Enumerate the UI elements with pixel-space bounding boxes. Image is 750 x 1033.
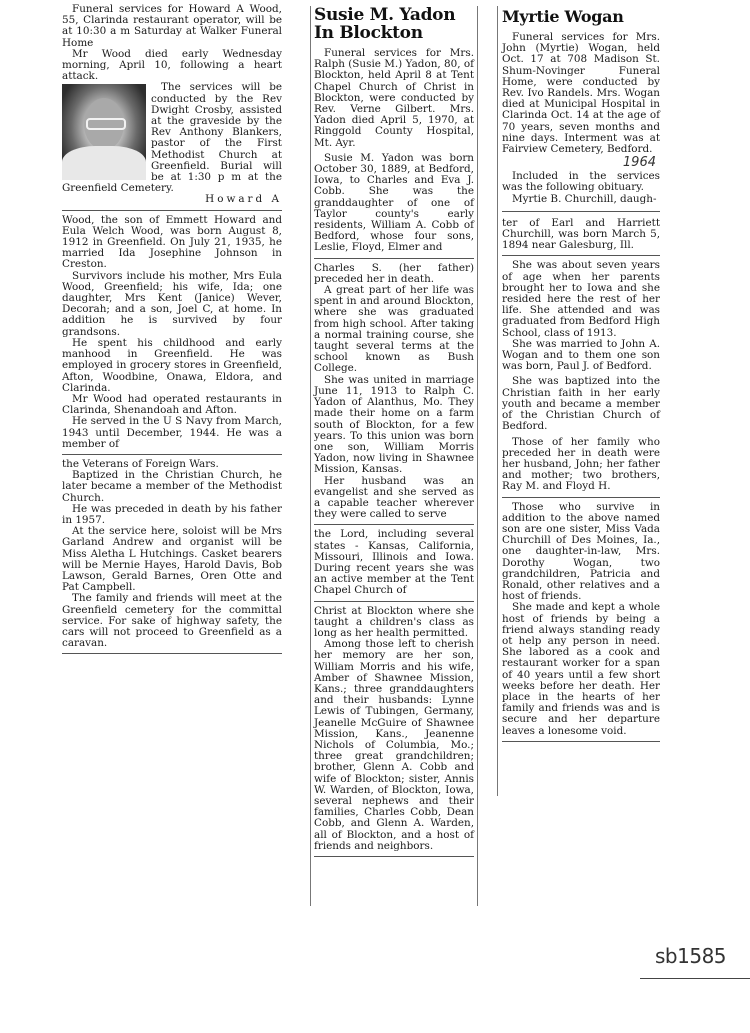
paragraph: He was preceded in death by his father in 1957.: [62, 502, 282, 526]
paragraph: Myrtie B. Churchill, daugh-: [512, 192, 657, 205]
clip-divider: [314, 601, 474, 602]
susie-yadon-clip-d: [314, 606, 474, 852]
susie-yadon-clip-c: [314, 529, 474, 596]
clip-divider: [62, 210, 282, 211]
susie-yadon-obituary: [314, 6, 474, 861]
myrtie-wogan-clip-a: [502, 8, 660, 205]
paragraph: Wood, the son of Emmett Howard and Eula Welch Wood, was born August 8, 1912 in Greenfield. On July 21, 1935, he married Ida Josephine Johnson in Creston.: [62, 213, 282, 271]
paragraph: Her husband was an evangelist and she served as a capable teacher wherever they were called to serve: [314, 474, 474, 521]
column-rule: [497, 6, 498, 796]
paragraph: Charles S. (her father) preceded her in death.: [314, 261, 474, 285]
paragraph: The family and friends will meet at the Greenfield cemetery for the committal service. For sake of highway safety, the cars will not proceed to Greenfield as a caravan.: [62, 592, 282, 650]
headline-line-1: Susie M. Yadon: [314, 5, 456, 25]
paragraph: The services will be conducted by the Rev Dwight Crosby, assisted at the graveside by the Rev Anthony Blankers, pastor of the First Methodist Church at Greenfield. Burial will be at 1:30 p m at the Greenfield Cemetery.: [62, 81, 282, 195]
paragraph: the Veterans of Foreign Wars.: [62, 457, 219, 470]
paragraph: He spent his childhood and early manhood in Greenfield. He was employed in grocery stores in Greenfield, Afton, Woodbine, Onawa, Eldora, and Clarinda.: [62, 336, 282, 394]
paragraph: ter of Earl and Harriett Churchill, was born March 5, 1894 near Galesburg, Ill.: [502, 216, 660, 252]
paragraph: Among those left to cherish her memory are her son, William Morris and his wife, Amber of Shawnee Mission, Kans.; three granddaughters and their husbands: Lynne Lewis of Tubingen, Germany, Jeanelle McGuire of Shawnee Mission, Kans., Jeanenne Nichols of Columbia, Mo.; three great grandchildren; brother, Glenn A. Cobb and wife of Blockton; sister, Annis W. Warden, of Blockton, Iowa, several nephews and their families, Charles Cobb, Dean Cobb, and Glenn A. Warden, all of Blockton, and a host of friends and neighbors.: [314, 638, 474, 852]
myrtie-wogan-obituary: [502, 8, 660, 746]
paragraph: Funeral services for Mrs. John (Myrtie) Wogan, held Oct. 17 at 708 Madison St. Shum-Novinger Funeral Home, were conducted by Rev. Ivo Randels. Mrs. Wogan died at Municipal Hospital in Clarinda Oct. 14 at the age of 70 years, seven months and nine days. Interment was at Fairview Cemetery, Bedford.: [502, 31, 660, 156]
portrait-shirt: [62, 146, 146, 180]
susie-yadon-clip-a: [314, 6, 474, 254]
paragraph: Funeral services for Mrs. Ralph (Susie M.) Yadon, 80, of Blockton, held April 8 at Tent Chapel Church of Christ in Blockton, were conducted by Rev. Verne Gilbert. Mrs. Yadon died April 5, 1970, at Ringgold County Hospital, Mt. Ayr.: [314, 47, 474, 149]
paragraph: He served in the U S Navy from March, 1943 until December, 1944. He was a member of: [62, 415, 282, 450]
column-rule: [310, 6, 311, 906]
paragraph: Those of her family who preceded her in death were her husband, John; her father and mother; two brothers, Ray M. and Floyd H.: [502, 435, 660, 493]
paragraph: Susie M. Yadon was born October 30, 1889, at Bedford, Iowa, to Charles and Eva J. Cobb. She was the granddaughter of one of Taylor county's early residents, William A. Cobb of Bedford, whose four sons, Leslie, Floyd, Elmer and: [314, 151, 474, 254]
paragraph: the Lord, including several states - Kansas, California, Missouri, Illinois and Iowa. During recent years she was an active member at the Tent Chapel Church of: [314, 528, 474, 597]
caption-continuation: Howard A: [205, 193, 282, 206]
paragraph: A great part of her life was spent in and around Blockton, where she was graduated from high school. After taking a normal training course, she taught several terms at the school known as Bush College.: [314, 284, 474, 375]
column-rule: [477, 6, 478, 906]
howard-wood-obituary: [62, 4, 282, 658]
paragraph: She was married to John A. Wogan and to them one son was born, Paul J. of Bedford.: [502, 337, 660, 373]
howard-wood-clip-c: [62, 459, 282, 649]
headline: [314, 6, 474, 42]
paragraph-with-photo: [62, 82, 282, 194]
howard-wood-clip-b: [62, 215, 282, 450]
paragraph: Survivors include his mother, Mrs Eula Wood, Greenfield; his wife, Ida; one daughter, Mrs Kent (Janice) Wever, Decorah; and a son, Joel C, at home. In addition he is survived by four grandsons.: [62, 269, 282, 338]
headline-line-2: In Blockton: [314, 23, 423, 43]
myrtie-wogan-clip-d: [502, 502, 660, 737]
susie-yadon-clip-b: [314, 263, 474, 521]
paragraph: Christ at Blockton where she taught a children's class as long as her health permitted.: [314, 604, 474, 639]
paragraph: She made and kept a whole host of friends by being a friend always standing ready ot help any person in need. She labored as a cook and restaurant worker for a span of 40 years until a few short weeks before her death. Her place in the hearts of her family and friends was and is secure and her departure leaves a lonesome void.: [502, 601, 660, 737]
clip-divider: [314, 258, 474, 259]
myrtie-wogan-clip-c: [502, 260, 660, 492]
clip-divider: [314, 524, 474, 525]
paragraph: Included in the services was the following obituary.: [502, 170, 660, 194]
paragraph: She was united in marriage June 11, 1913 to Ralph C. Yadon of Alanthus, Mo. They made their home on a farm south of Blockton, for a few years. To this union was born one son, William Morris Yadon, now living in Shawnee Mission, Kansas.: [314, 373, 474, 476]
clip-divider: [502, 741, 660, 742]
howard-wood-portrait: [62, 84, 146, 180]
myrtie-wogan-clip-b: [502, 218, 660, 252]
paragraph: Mr Wood died early Wednesday morning, April 10, following a heart attack.: [62, 47, 282, 83]
clip-divider: [502, 211, 660, 212]
clip-divider: [502, 497, 660, 498]
archive-label: sb1585: [655, 944, 727, 968]
portrait-glasses: [86, 118, 126, 130]
howard-wood-clip-a: [62, 4, 282, 206]
paragraph: At the service here, soloist will be Mrs Garland Andrew and organist will be Miss Aletha L Hutchings. Casket bearers will be Mernie Hayes, Harold Davis, Bob Lawson, Gerald Barnes, Oren Otte and Pat Campbell.: [62, 525, 282, 594]
clip-divider: [62, 653, 282, 654]
headline: Myrtie Wogan: [502, 7, 624, 26]
paragraph: She was baptized into the Christian faith in her early youth and became a member of the Christian Church of Bedford.: [502, 375, 660, 433]
page-edge-line: [640, 978, 750, 979]
paragraph: Funeral services for Howard A Wood, 55, Clarinda restaurant operator, will be at 10:30 a m Saturday at Walker Funeral Home: [62, 3, 282, 49]
clip-divider: [314, 856, 474, 857]
paragraph: Those who survive in addition to the above named son are one sister, Miss Vada Churchill of Des Moines, Ia., one daughter-in-law, Mrs. Dorothy Wogan, two grandchildren, Patricia and Ronald, other relatives and a host of friends.: [502, 500, 660, 603]
paragraph: Mr Wood had operated restaurants in Clarinda, Shenandoah and Afton.: [62, 392, 282, 417]
clip-divider: [502, 255, 660, 256]
clip-divider: [62, 454, 282, 455]
handwritten-year: 1964: [622, 155, 656, 171]
paragraph: Baptized in the Christian Church, he later became a member of the Methodist Church.: [62, 469, 282, 504]
paragraph: She was about seven years of age when her parents brought her to Iowa and she resided here the rest of her life. She attended and was graduated from Bedford High School, class of 1913.: [502, 259, 660, 339]
